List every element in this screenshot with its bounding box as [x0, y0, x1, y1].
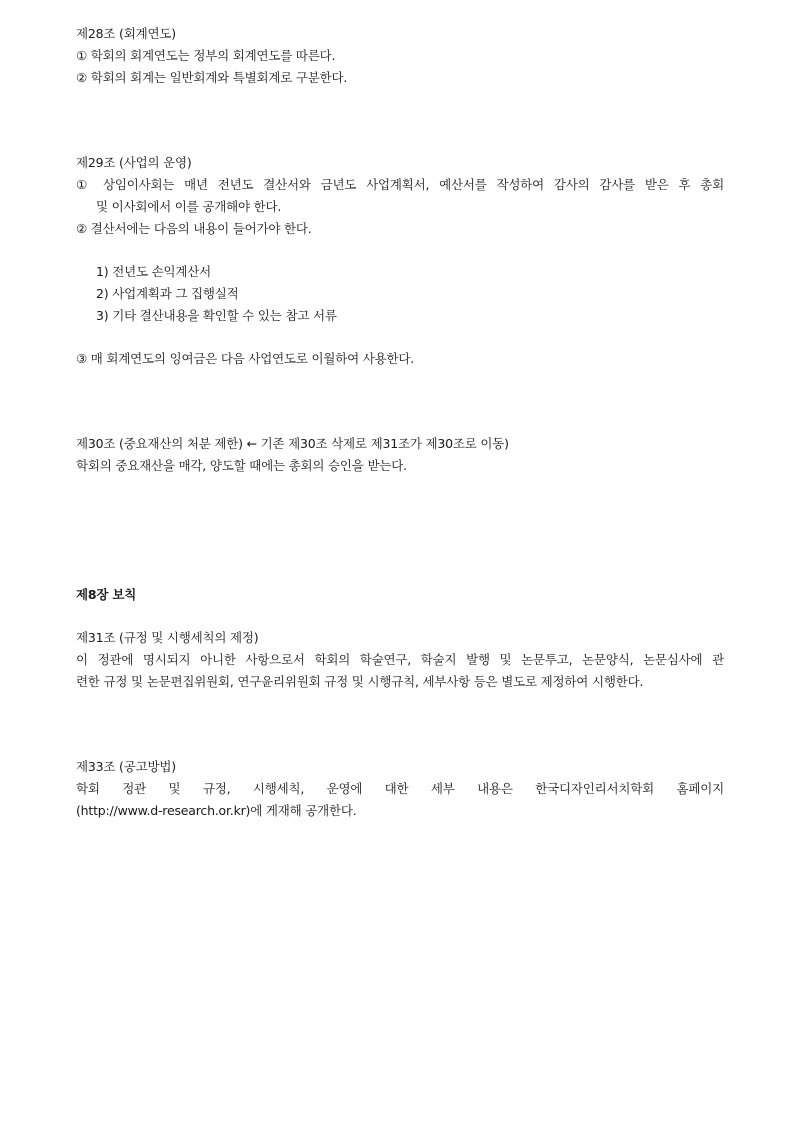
article-29-subitem-1: 1) 전년도 손익계산서 — [96, 264, 211, 279]
article-29-title: 제29조 (사업의 운영) — [76, 155, 192, 170]
article-28-item-1: ① 학회의 회계연도는 정부의 회계연도를 따른다. — [76, 48, 336, 63]
article-30-title: 제30조 (중요재산의 처분 제한) ← 기존 제30조 삭제로 제31조가 제30조로 이동) — [76, 436, 509, 451]
article-33-title: 제33조 (공고방법) — [76, 759, 176, 774]
article-30-body: 학회의 중요재산을 매각, 양도할 때에는 총회의 승인을 받는다. — [76, 458, 407, 473]
article-33-body-line-2[interactable]: (http://www.d-research.or.kr)에 게재해 공개한다. — [76, 803, 357, 818]
article-29-subitem-2: 2) 사업계획과 그 집행실적 — [96, 286, 239, 301]
article-29-item-2: ② 결산서에는 다음의 내용이 들어가야 한다. — [76, 221, 312, 236]
article-31-title: 제31조 (규정 및 시행세칙의 제정) — [76, 630, 259, 645]
article-31-body-line-2: 련한 규정 및 논문편집위원회, 연구윤리위원회 규정 및 시행규칙, 세부사항 등은 별도로 제정하여 시행한다. — [76, 674, 644, 689]
article-28-title: 제28조 (회계연도) — [76, 26, 176, 41]
article-33-body-line-1: 학회 정관 및 규정, 시행세칙, 운영에 대한 세부 내용은 한국디자인리서치학회 홈페이지 — [76, 781, 724, 796]
article-28-item-2: ② 학회의 회계는 일반회계와 특별회계로 구분한다. — [76, 70, 348, 85]
article-29-item-1-line-2: 및 이사회에서 이를 공개해야 한다. — [96, 199, 282, 214]
chapter-8-heading: 제8장 보칙 — [76, 587, 137, 602]
article-29-item-3: ③ 매 회계연도의 잉여금은 다음 사업연도로 이월하여 사용한다. — [76, 351, 415, 366]
article-29-subitem-3: 3) 기타 결산내용을 확인할 수 있는 참고 서류 — [96, 308, 337, 323]
article-29-item-1-line-1: ① 상임이사회는 매년 전년도 결산서와 금년도 사업계획서, 예산서를 작성하여 감사의 감사를 받은 후 총회 — [76, 177, 724, 192]
article-31-body-line-1: 이 정관에 명시되지 아니한 사항으로서 학회의 학술연구, 학술지 발행 및 논문투고, 논문양식, 논문심사에 관 — [76, 652, 724, 667]
